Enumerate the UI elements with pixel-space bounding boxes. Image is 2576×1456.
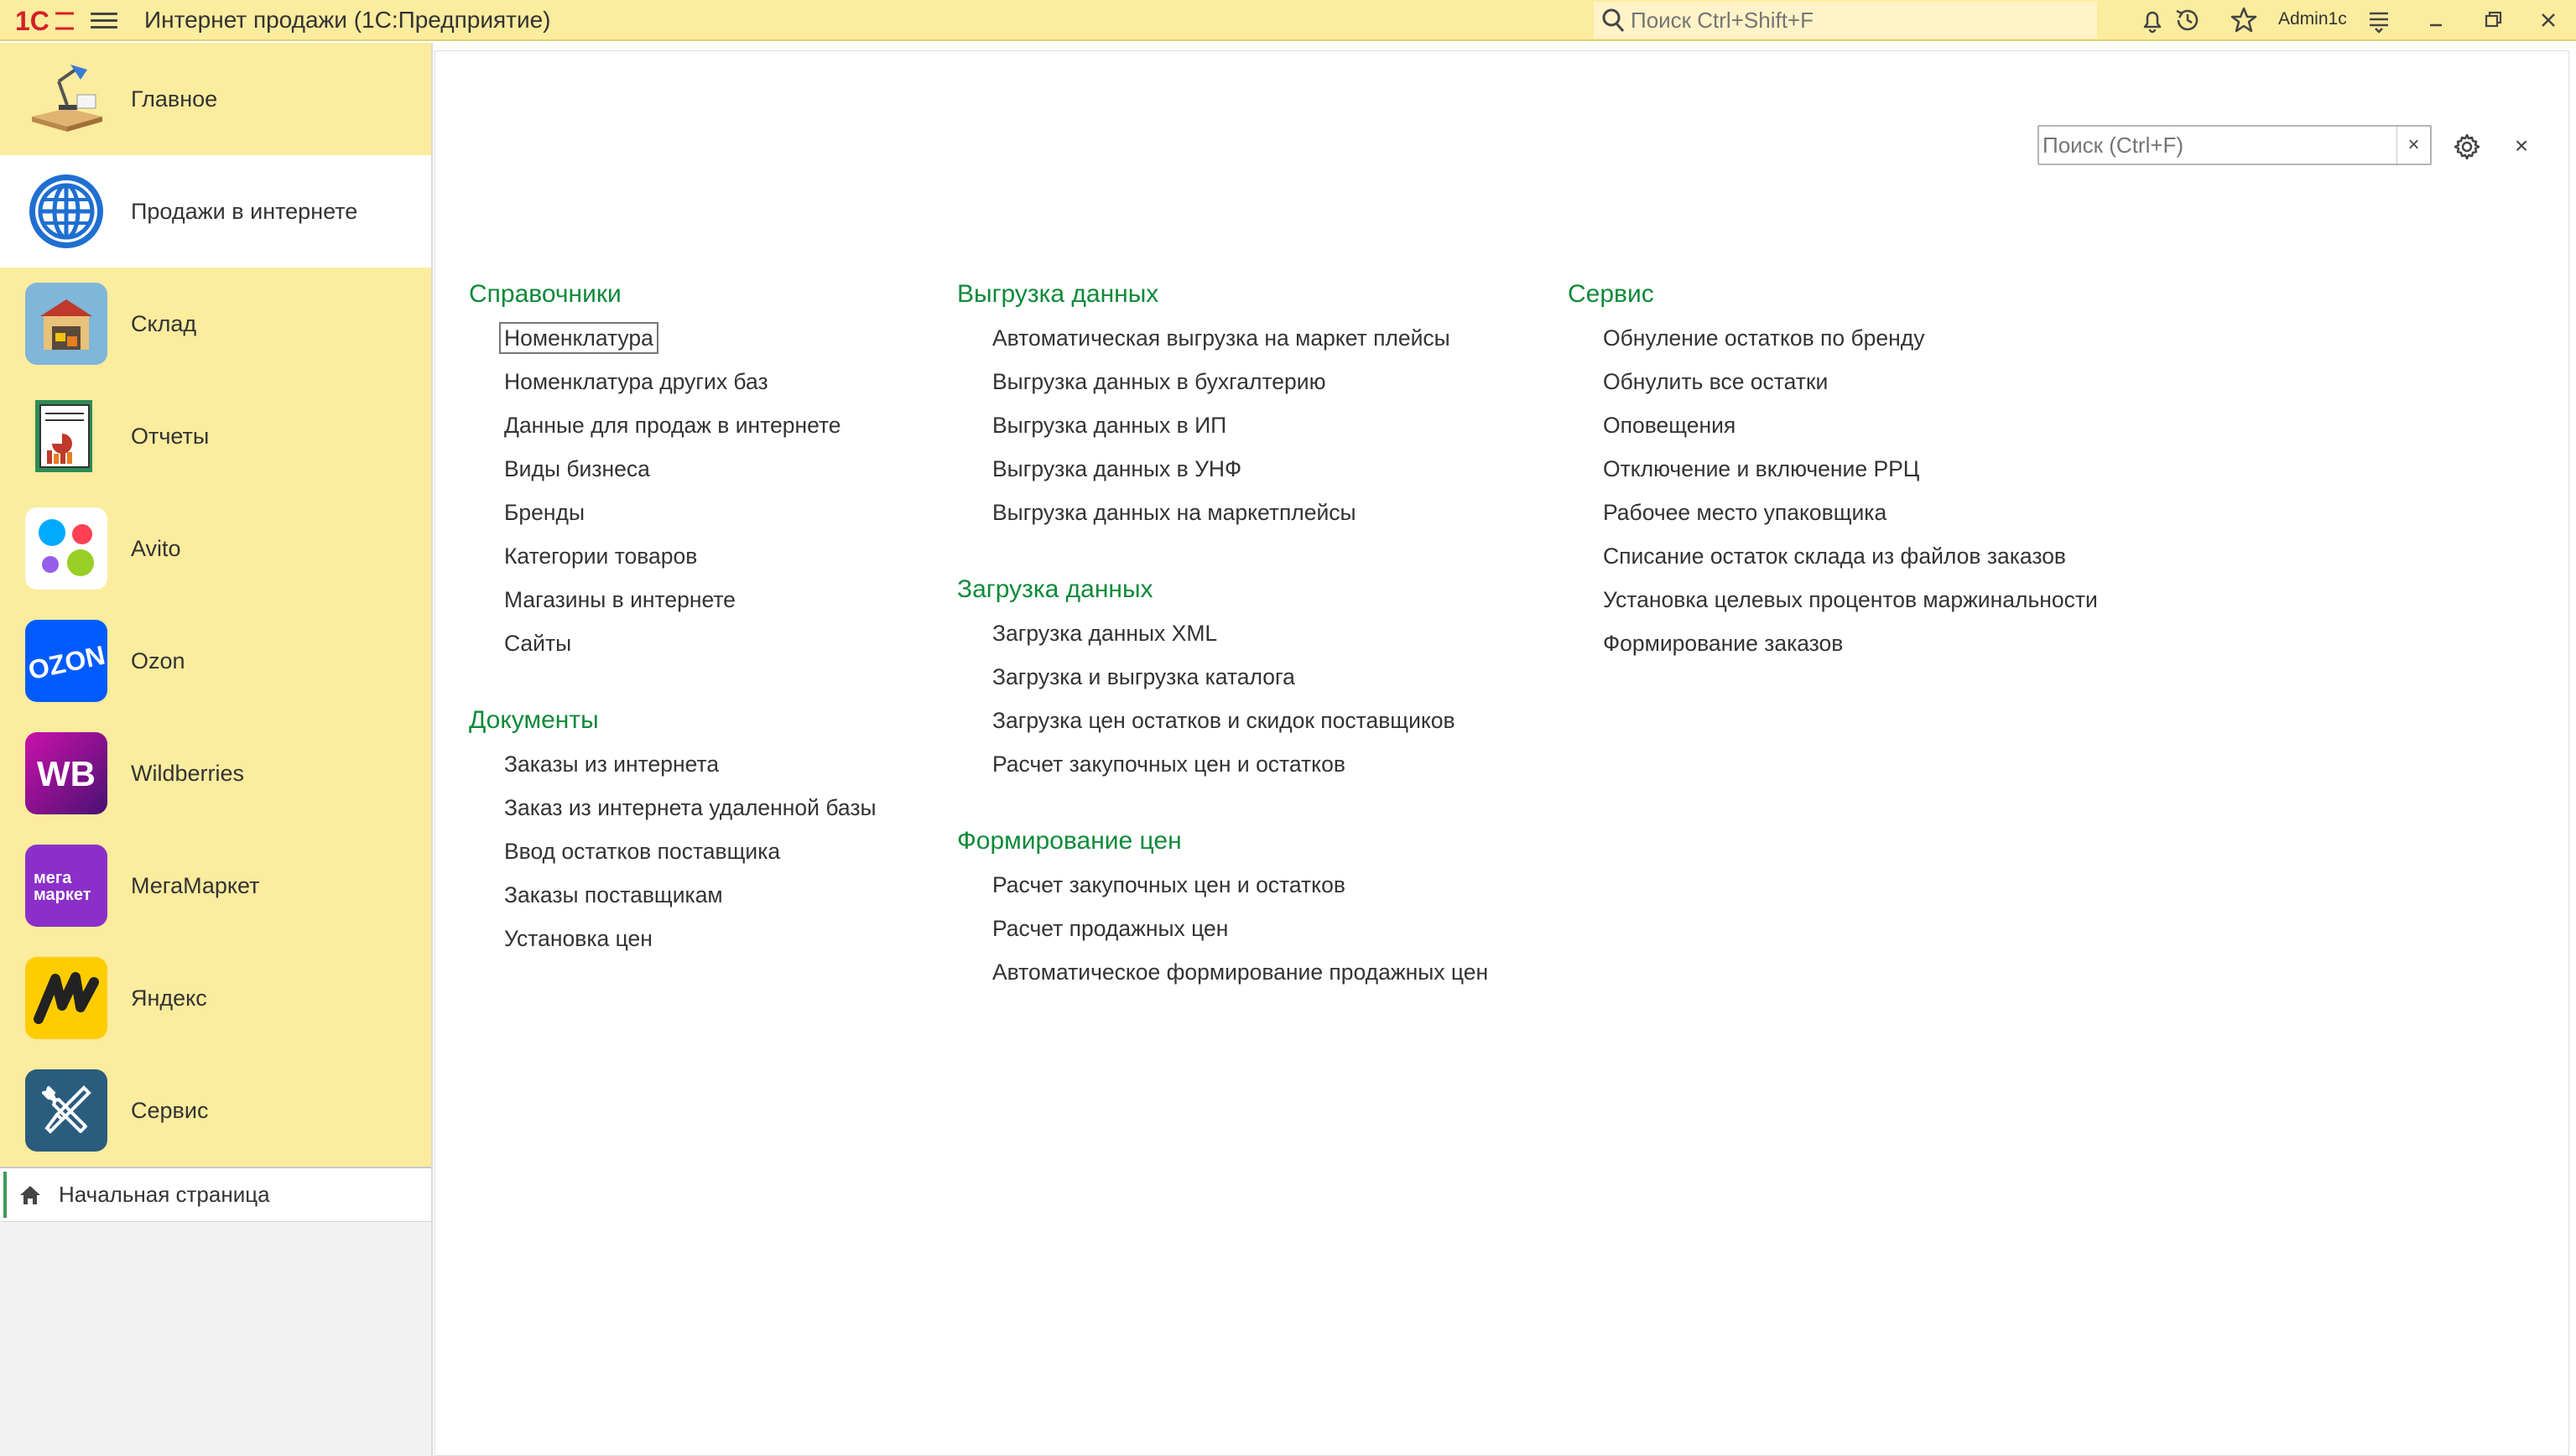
global-search-box[interactable]	[1594, 2, 2097, 39]
section-warehouse[interactable]	[0, 268, 431, 380]
nav-link[interactable]: Загрузка данных XML	[992, 621, 1218, 646]
1c-logo-icon[interactable]	[13, 3, 77, 37]
title-bar	[0, 0, 2576, 41]
nav-link[interactable]: Заказ из интернета удаленной базы	[504, 795, 877, 820]
column-1	[469, 273, 877, 960]
nav-link[interactable]: Автоматическая выгрузка на маркет плейсы	[992, 325, 1450, 351]
section-label: Ozon	[131, 647, 185, 673]
svg-text:1С: 1С	[15, 6, 49, 36]
section-internet-sales[interactable]	[0, 155, 431, 268]
group-title-catalogs: Справочники	[469, 280, 622, 308]
section-label: Сервис	[131, 1097, 209, 1123]
homepage-label: Начальная страница	[59, 1182, 270, 1207]
close-window-icon[interactable]	[2533, 5, 2563, 35]
svg-text:маркет: маркет	[34, 886, 91, 904]
gear-icon[interactable]	[2452, 132, 2482, 162]
homepage-link[interactable]	[0, 1167, 431, 1222]
nav-link[interactable]: Категории товаров	[504, 543, 698, 569]
clear-search-button[interactable]: ×	[2396, 127, 2430, 164]
warehouse-icon	[25, 283, 107, 365]
nav-link[interactable]: Выгрузка данных в УНФ	[992, 456, 1242, 481]
section-label: Отчеты	[131, 423, 210, 449]
nav-link[interactable]: Обнулить все остатки	[1603, 369, 1829, 394]
section-ozon[interactable]	[0, 605, 431, 717]
nav-link[interactable]: Магазины в интернете	[504, 587, 736, 612]
column-2	[957, 273, 1488, 994]
nav-link[interactable]: Формирование заказов	[1603, 631, 1844, 656]
home-icon	[17, 1182, 44, 1209]
group-title-export: Выгрузка данных	[957, 280, 1159, 308]
form-search-input[interactable]	[2039, 127, 2396, 164]
nav-link[interactable]: Расчет закупочных цен и остатков	[992, 872, 1345, 897]
nav-link[interactable]: Обнуление остатков по бренду	[1603, 325, 1925, 351]
nav-link[interactable]: Установка цен	[504, 926, 653, 951]
app-title: Интернет продажи (1С:Предприятие)	[144, 7, 551, 33]
nav-link[interactable]: Выгрузка данных в ИП	[992, 413, 1227, 438]
section-service[interactable]	[0, 1054, 431, 1167]
svg-text:мега: мега	[34, 869, 72, 887]
column-3	[1568, 273, 2098, 665]
svg-text:WB: WB	[37, 754, 96, 793]
close-form-button[interactable]: ×	[2514, 133, 2529, 159]
nav-link[interactable]: Заказы из интернета	[504, 751, 720, 777]
yandex-market-icon	[25, 957, 107, 1039]
section-label: Продажи в интернете	[131, 198, 358, 224]
section-reports[interactable]	[0, 380, 431, 492]
nav-link[interactable]: Рабочее место упаковщика	[1603, 500, 1887, 525]
favorites-star-icon[interactable]	[2229, 5, 2259, 35]
nav-link[interactable]: Отключение и включение РРЦ	[1603, 456, 1920, 481]
group-title-pricing: Формирование цен	[957, 827, 1182, 855]
global-search-input[interactable]	[1631, 8, 2084, 34]
user-name[interactable]: Admin1c	[2278, 9, 2347, 29]
nav-link[interactable]: Оповещения	[1603, 413, 1736, 438]
wildberries-icon	[25, 732, 107, 814]
nav-link[interactable]: Номенклатура других баз	[504, 369, 768, 394]
section-panel	[435, 50, 2569, 1456]
restore-icon[interactable]	[2478, 5, 2508, 35]
section-wildberries[interactable]	[0, 717, 431, 829]
nav-link[interactable]: Ввод остатков поставщика	[504, 839, 781, 864]
avito-icon	[25, 507, 107, 590]
minimize-icon[interactable]	[2421, 5, 2451, 35]
group-title-documents: Документы	[469, 706, 599, 734]
history-icon[interactable]	[2173, 5, 2203, 35]
main-menu-button[interactable]	[91, 8, 117, 32]
nav-link[interactable]: Расчет продажных цен	[992, 916, 1229, 941]
svg-text:OZON: OZON	[25, 639, 107, 686]
section-label: Avito	[131, 535, 181, 561]
section-label: Яндекс	[131, 985, 207, 1011]
section-label: Главное	[131, 86, 218, 112]
nav-link[interactable]: Автоматическое формирование продажных цен	[992, 959, 1489, 985]
search-icon	[1597, 3, 1631, 37]
nav-link[interactable]: Выгрузка данных в бухгалтерию	[992, 369, 1326, 394]
globe-icon	[25, 170, 107, 252]
section-megamarket[interactable]	[0, 829, 431, 942]
bell-icon[interactable]	[2137, 5, 2167, 35]
settings-menu-icon[interactable]	[2364, 5, 2394, 35]
section-label: Wildberries	[131, 760, 245, 786]
tools-icon	[25, 1069, 107, 1152]
group-title-import: Загрузка данных	[957, 575, 1153, 603]
nav-link[interactable]: Расчет закупочных цен и остатков	[992, 751, 1345, 777]
section-yandex[interactable]	[0, 942, 431, 1054]
nav-link[interactable]: Списание остаток склада из файлов заказов	[1603, 543, 2067, 569]
group-title-service: Сервис	[1568, 280, 1654, 308]
section-main[interactable]	[0, 43, 431, 155]
section-avito[interactable]	[0, 492, 431, 605]
nav-link[interactable]: Данные для продаж в интернете	[504, 413, 841, 438]
desk-lamp-icon	[25, 58, 107, 140]
nav-link[interactable]: Бренды	[504, 500, 585, 525]
nav-link[interactable]: Номенклатура	[469, 316, 877, 360]
sections-panel	[0, 43, 433, 1456]
section-label: МегаМаркет	[131, 872, 260, 898]
nav-link[interactable]: Сайты	[504, 631, 572, 656]
nav-link[interactable]: Установка целевых процентов маржинальности	[1603, 587, 2098, 612]
section-label: Склад	[131, 310, 197, 336]
nav-link[interactable]: Виды бизнеса	[504, 456, 650, 481]
nav-link[interactable]: Загрузка и выгрузка каталога	[992, 664, 1295, 689]
form-search-box[interactable]	[2037, 125, 2432, 165]
ozon-icon	[25, 620, 107, 702]
nav-link[interactable]: Заказы поставщикам	[504, 882, 723, 907]
megamarket-icon	[25, 845, 107, 927]
report-icon	[25, 395, 107, 477]
nav-link[interactable]: Загрузка цен остатков и скидок поставщиков	[992, 708, 1455, 733]
nav-link[interactable]: Выгрузка данных на маркетплейсы	[992, 500, 1356, 525]
